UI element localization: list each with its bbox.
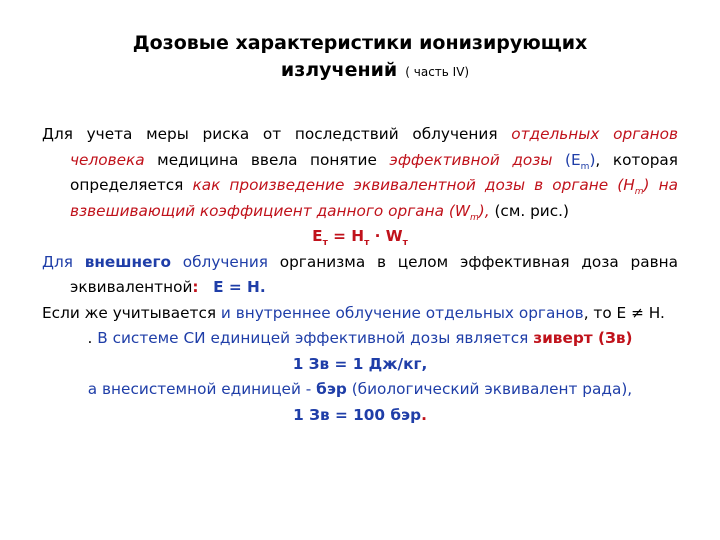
formula-sv-rem [42, 403, 678, 429]
text: Если же учитывается [42, 303, 221, 322]
text: медицина ввела понятие [144, 150, 390, 169]
text: , то E ≠ H. [583, 303, 665, 322]
formula: E = H. [213, 278, 266, 296]
formula-part: = H [327, 227, 365, 245]
title-part: ( часть IV) [405, 65, 470, 79]
emphasis: внешнего [84, 252, 172, 271]
text: организма в целом эффективная доза равна эквивалентной [70, 252, 678, 296]
text: . [421, 405, 427, 424]
emphasis: облучения [171, 252, 268, 271]
formula-sub: т [322, 238, 328, 249]
symbol: ) [589, 150, 596, 169]
title-line-1: Дозовые характеристики ионизирующих [132, 32, 588, 54]
text: (биологический эквивалент рада), [346, 380, 633, 398]
emphasis: эффективной дозы [389, 150, 553, 169]
slide-body [42, 122, 678, 428]
emphasis: ) на взвешивающий коэффициент данного органа (W [70, 176, 678, 220]
subscript: m [634, 187, 644, 198]
text: : [192, 278, 199, 296]
text: (см. рис.) [489, 201, 569, 220]
paragraph-effective-dose [42, 122, 678, 224]
formula: 1 Зв = 100 бэр [293, 405, 422, 424]
text: Для учета меры риска от последствий облучения [42, 125, 512, 143]
slide-title [0, 30, 720, 86]
formula-sievert: 1 Зв = 1 Дж/кг, [292, 354, 428, 373]
paragraph-rem [42, 377, 678, 403]
title-line-2-text: излучений [280, 59, 398, 81]
unit-name: зиверт (Зв) [533, 329, 633, 347]
emphasis: Для [42, 252, 85, 271]
formula-effective-dose [42, 224, 678, 250]
subscript: m [580, 161, 590, 172]
text: В системе СИ единицей эффективной дозы является [92, 329, 534, 347]
emphasis: как произведение эквивалентной дозы в органе (H [192, 176, 635, 194]
text: , которая определяется [70, 150, 678, 194]
emphasis: и внутреннее облучение отдельных органов [220, 303, 584, 322]
subscript: m [469, 212, 479, 223]
title-line-2 [0, 57, 720, 86]
unit-name: бэр [316, 380, 347, 398]
formula-sub: т [364, 238, 370, 249]
paragraph-internal [42, 301, 678, 327]
symbol: (E [552, 150, 581, 169]
paragraph-si-unit [42, 326, 678, 352]
formula-part: · W [369, 227, 403, 245]
formula-sub: т [402, 238, 408, 249]
text: а внесистемной единицей - [87, 380, 317, 398]
formula-part: E [312, 227, 323, 245]
paragraph-external [42, 250, 678, 301]
text: . [87, 329, 93, 347]
emphasis: ), [478, 201, 490, 220]
emphasis: отдельных органов человека [70, 125, 678, 169]
